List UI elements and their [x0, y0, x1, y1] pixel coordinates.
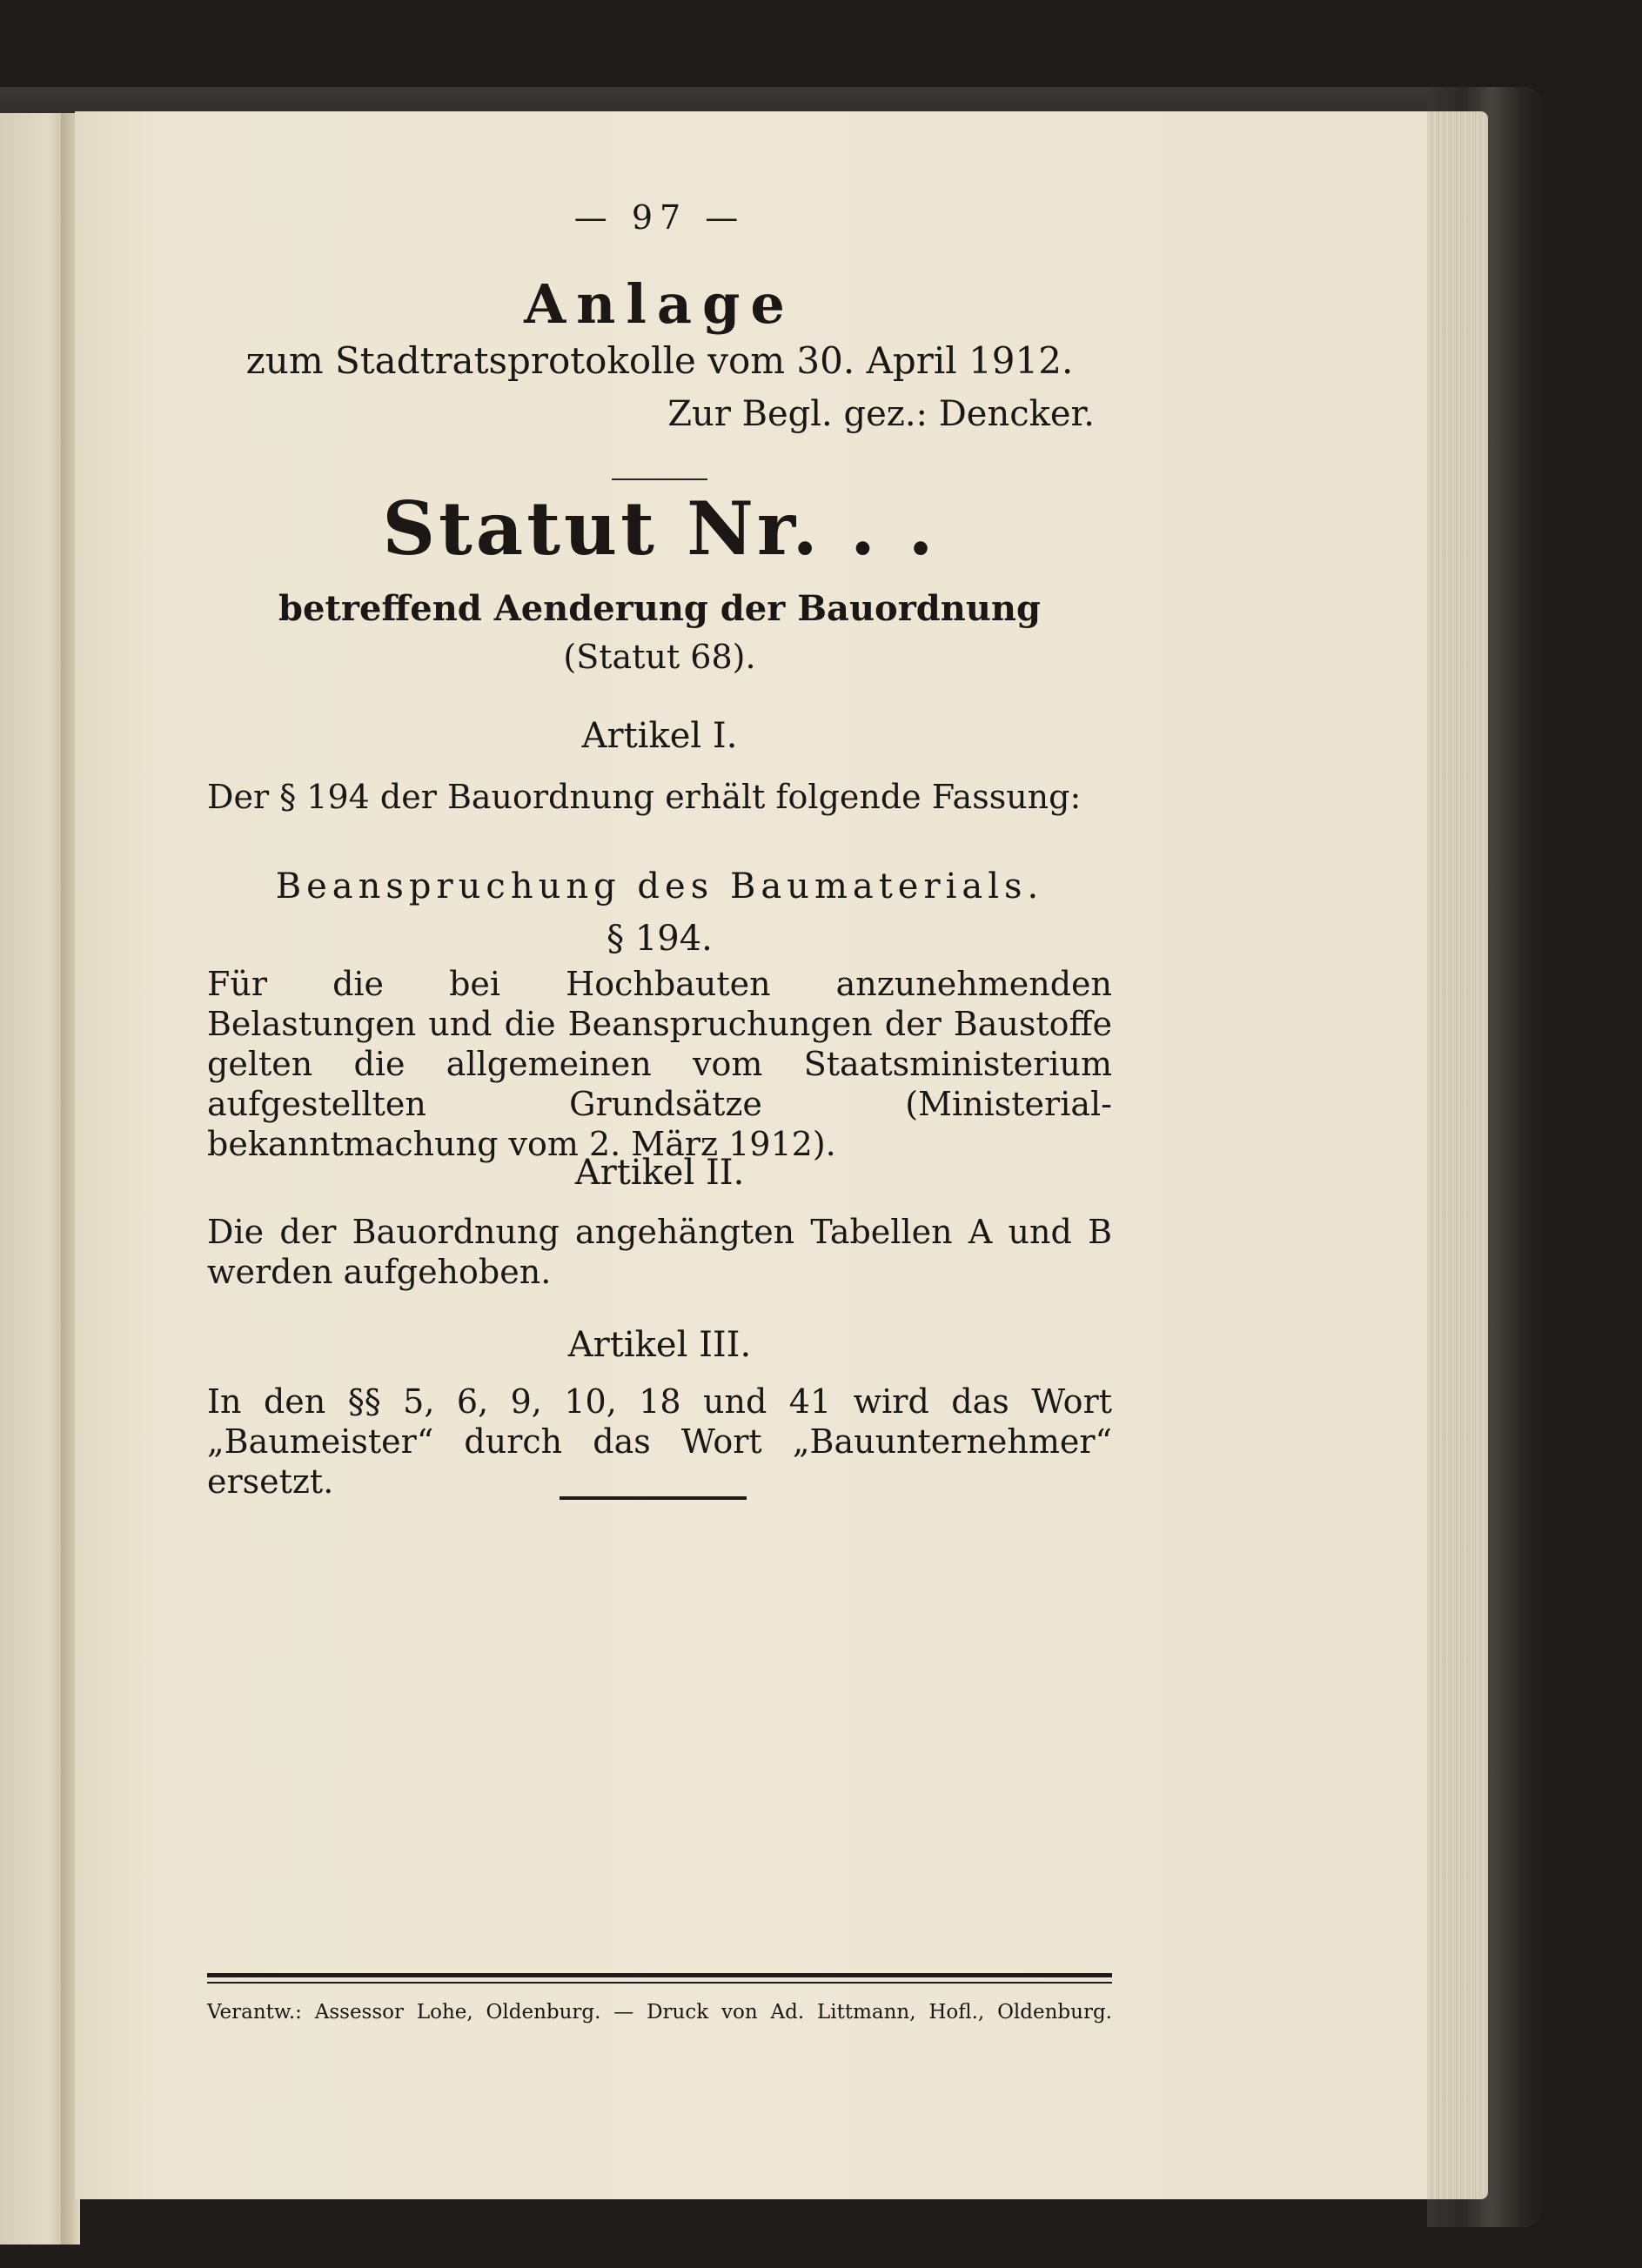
article-1-intro: Der § 194 der Bauordnung erhält folgende Fassung:	[207, 778, 1082, 816]
divider	[612, 478, 707, 480]
article-3-heading: Artikel III.	[567, 1325, 752, 1365]
statute-subtitle: betreffend Aenderung der Bauordnung	[278, 588, 1041, 629]
article-2-text: Die der Bauordnung angehängten Tabellen A und B werden aufgehoben.	[207, 1213, 1112, 1291]
article-3-text: In den §§ 5, 6, 9, 10, 18 und 41 wird das Wort „Baumeister“ durch das Wort „Bauunternehmer“ ersetzt.	[207, 1382, 1112, 1501]
annex-certification: Zur Begl. gez.: Dencker.	[667, 394, 1095, 434]
footer-rule-thin	[207, 1982, 1112, 1984]
section-title: Beanspruchung des Baumaterials.	[275, 866, 1044, 907]
statute-title: Statut Nr. . .	[382, 485, 937, 572]
section-number: § 194.	[607, 919, 713, 959]
article-1-heading: Artikel I.	[581, 716, 738, 756]
imprint: Verantw.: Assessor Lohe, Oldenburg. — Druck von Ad. Littmann, Hofl., Oldenburg.	[207, 2001, 1112, 2024]
end-rule	[560, 1496, 747, 1500]
previous-page	[0, 113, 68, 2245]
footer-rule-thick	[207, 1973, 1112, 1977]
statute-number: (Statut 68).	[563, 638, 756, 676]
annex-subtitle: zum Stadtratsprotokolle vom 30. April 1912.	[245, 339, 1074, 382]
page-number: — 97 —	[573, 198, 746, 237]
page-edges	[1418, 111, 1488, 2199]
annex-title: Anlage	[524, 272, 795, 336]
section-text: Für die bei Hochbauten anzunehmenden Belastungen und die Beanspruchungen der Baustoffe gelten die allgemeinen vom Staatsministerium aufgestellten Grundsätze (Ministerial-bekanntmachung vom 2. März 1912).	[207, 965, 1112, 1163]
article-2-heading: Artikel II.	[574, 1153, 745, 1193]
